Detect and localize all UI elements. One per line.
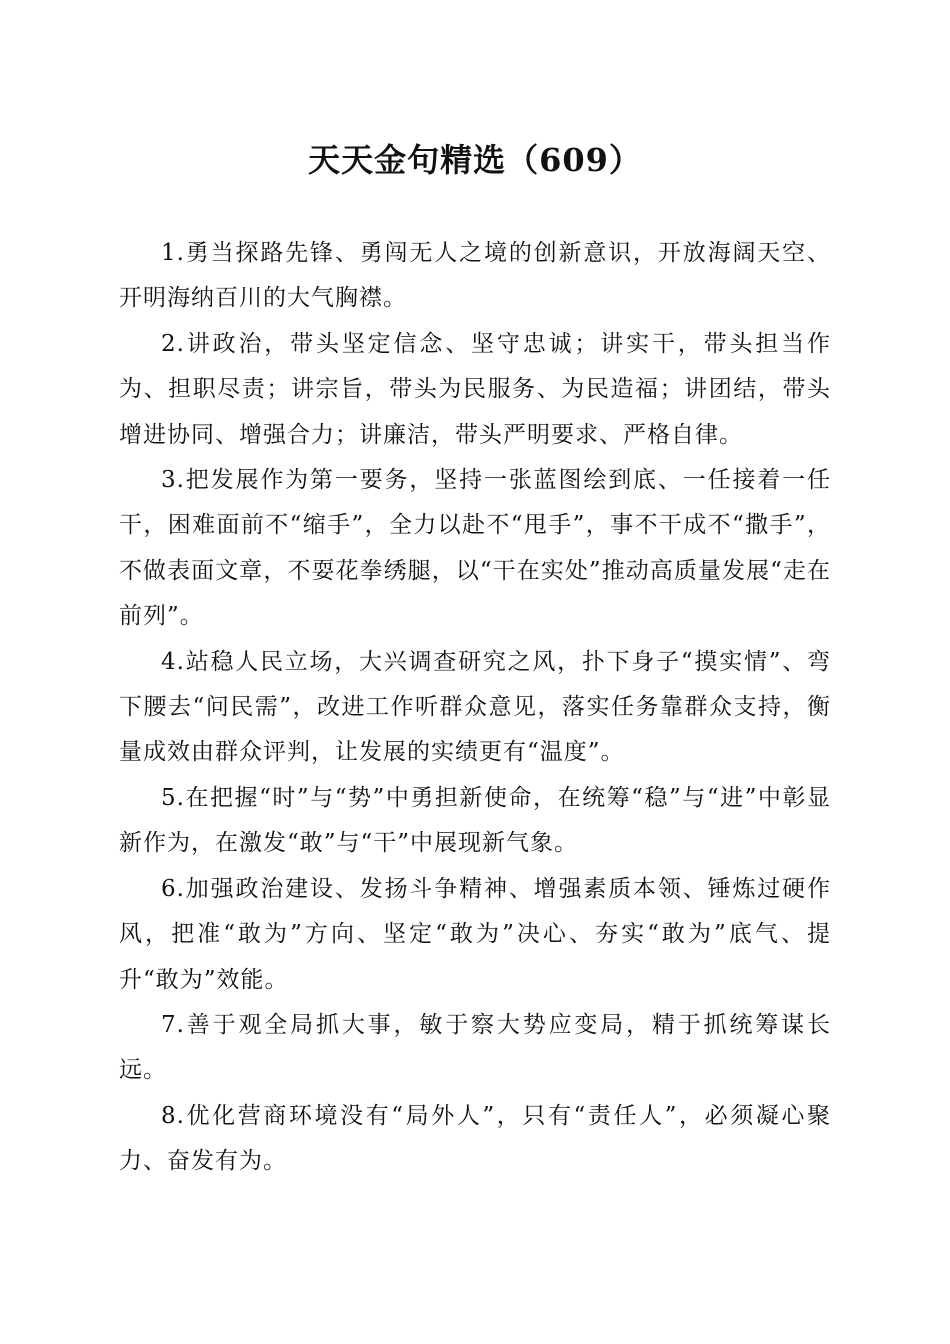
quote-item-2: 2.讲政治，带头坚定信念、坚守忠诚；讲实干，带头担当作为、担职尽责；讲宗旨，带头为民服务、为民造福；讲团结，带头增进协同、增强合力；讲廉洁，带头严明要求、严格自律。 bbox=[119, 330, 831, 448]
quote-list bbox=[119, 231, 831, 1185]
quote-item-6: 6.加强政治建设、发扬斗争精神、增强素质本领、锤炼过硬作风，把准“敢为”方向、坚定“敢为”决心、夯实“敢为”底气、提升“敢为”效能。 bbox=[119, 875, 831, 993]
quote-item-7: 7.善于观全局抓大事，敏于察大势应变局，精于抓统筹谋长远。 bbox=[119, 1011, 831, 1084]
quote-item-5: 5.在把握“时”与“势”中勇担新使命，在统筹“稳”与“进”中彰显新作为，在激发“敢”与“干”中展现新气象。 bbox=[119, 784, 831, 857]
quote-item-8: 8.优化营商环境没有“局外人”，只有“责任人”，必须凝心聚力、奋发有为。 bbox=[119, 1102, 831, 1175]
quote-item-3: 3.把发展作为第一要务，坚持一张蓝图绘到底、一任接着一任干，困难面前不“缩手”，全力以赴不“甩手”，事不干成不“撒手”，不做表面文章，不耍花拳绣腿，以“干在实处”推动高质量发展“走在前列”。 bbox=[119, 467, 831, 630]
quote-item-1: 1.勇当探路先锋、勇闯无人之境的创新意识，开放海阔天空、开明海纳百川的大气胸襟。 bbox=[119, 240, 831, 312]
document-title: 天天金句精选（609） bbox=[308, 141, 642, 179]
quote-item-4: 4.站稳人民立场，大兴调查研究之风，扑下身子“摸实情”、弯下腰去“问民需”，改进工作听群众意见，落实任务靠群众支持，衡量成效由群众评判，让发展的实绩更有“温度”。 bbox=[119, 648, 831, 766]
